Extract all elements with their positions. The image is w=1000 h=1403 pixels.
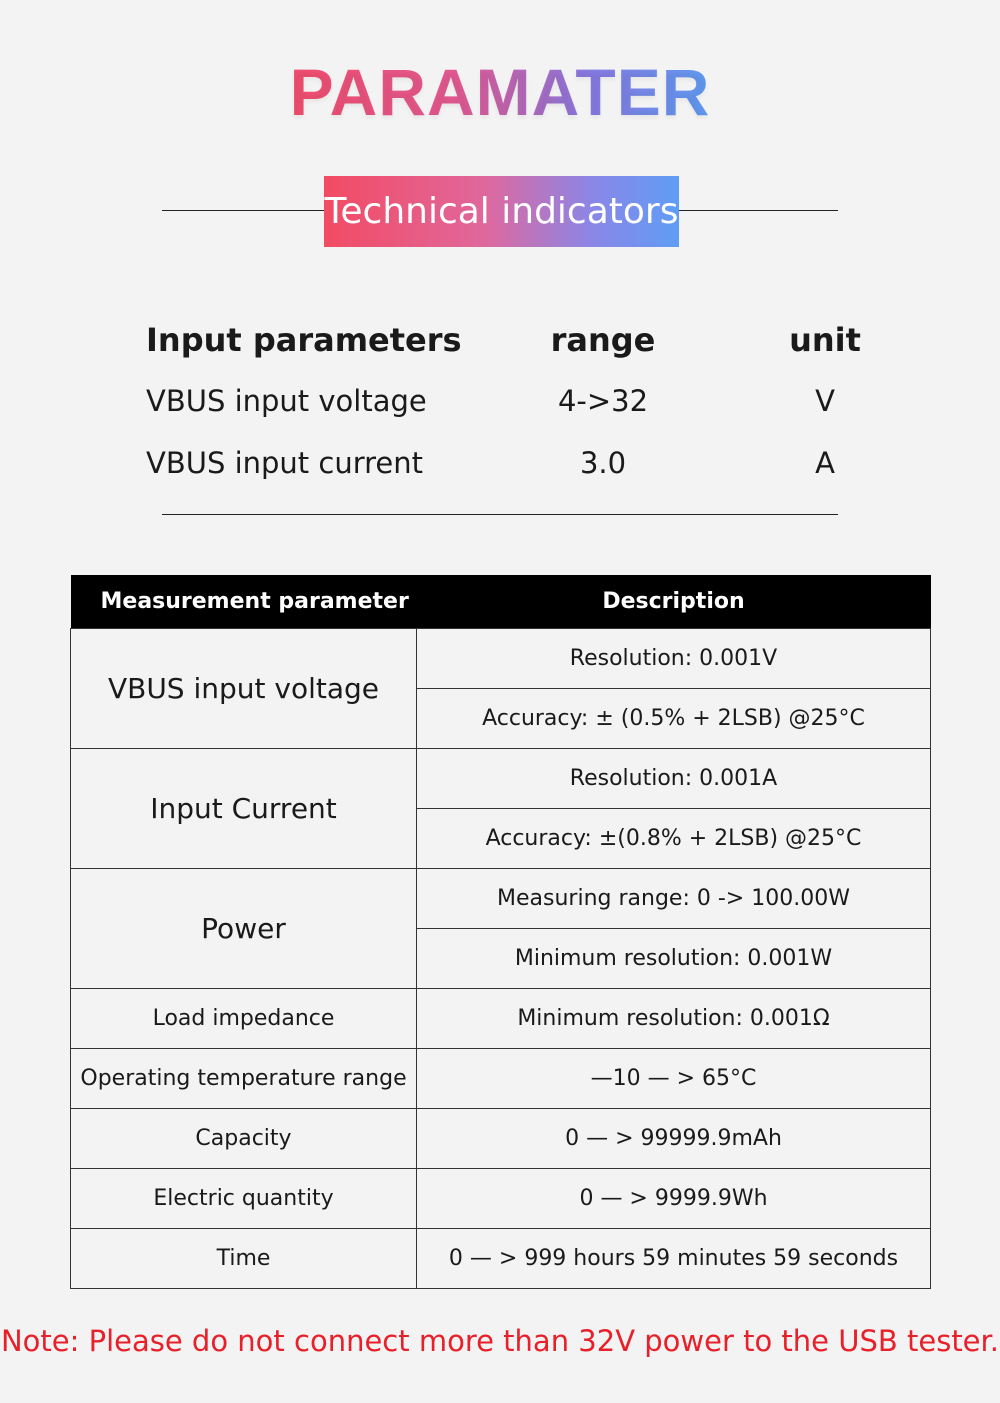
parameter-cell: Electric quantity: [71, 1169, 417, 1229]
subtitle-divider-right: [679, 210, 838, 211]
subtitle-banner: Technical indicators: [324, 176, 679, 247]
parameter-range: 3.0: [579, 446, 627, 480]
parameter-name: VBUS input voltage: [146, 384, 427, 418]
table-row: [71, 1169, 931, 1229]
description-cell: Accuracy: ± (0.5% + 2LSB) @25°C: [417, 689, 931, 749]
page-title: PARAMATER: [289, 55, 711, 129]
table-row: [71, 1229, 931, 1289]
parameter-cell: Input Current: [71, 749, 417, 869]
table-row: [71, 1109, 931, 1169]
parameter-range: 4->32: [557, 384, 649, 418]
description-cell: Measuring range: 0 -> 100.00W: [417, 869, 931, 929]
parameter-cell: VBUS input voltage: [71, 629, 417, 749]
description-cell: Accuracy: ±(0.8% + 2LSB) @25°C: [417, 809, 931, 869]
description-cell: 0 — > 99999.9mAh: [417, 1109, 931, 1169]
parameter-cell: Operating temperature range: [71, 1049, 417, 1109]
input-parameters-heading: Input parameters: [146, 321, 462, 359]
subtitle-divider-left: [162, 210, 324, 211]
table-row: [71, 629, 931, 689]
description-cell: Minimum resolution: 0.001W: [417, 929, 931, 989]
description-cell: —10 — > 65°C: [417, 1049, 931, 1109]
table-row: [71, 1049, 931, 1109]
input-parameter-row: [0, 433, 1000, 493]
description-cell: 0 — > 999 hours 59 minutes 59 seconds: [417, 1229, 931, 1289]
table-row: [71, 869, 931, 929]
parameter-cell: Capacity: [71, 1109, 417, 1169]
warning-note: Note: Please do not connect more than 32V power to the USB tester.: [0, 1324, 1000, 1358]
measurement-table: [70, 575, 931, 1289]
range-heading: range: [550, 321, 656, 359]
input-parameter-row: [0, 371, 1000, 431]
parameter-unit: V: [815, 384, 835, 418]
description-heading: Description: [417, 575, 931, 629]
input-parameters-header: [0, 310, 1000, 370]
unit-heading: unit: [789, 321, 861, 359]
table-row: [71, 749, 931, 809]
input-parameters-divider: [162, 514, 838, 515]
table-header-row: [71, 575, 931, 629]
description-cell: 0 — > 9999.9Wh: [417, 1169, 931, 1229]
description-cell: Resolution: 0.001V: [417, 629, 931, 689]
parameter-cell: Load impedance: [71, 989, 417, 1049]
parameter-cell: Time: [71, 1229, 417, 1289]
parameter-unit: A: [815, 446, 835, 480]
description-cell: Minimum resolution: 0.001Ω: [417, 989, 931, 1049]
table-row: [71, 989, 931, 1049]
measurement-parameter-heading: Measurement parameter: [71, 575, 417, 629]
parameter-name: VBUS input current: [146, 446, 424, 480]
description-cell: Resolution: 0.001A: [417, 749, 931, 809]
parameter-cell: Power: [71, 869, 417, 989]
